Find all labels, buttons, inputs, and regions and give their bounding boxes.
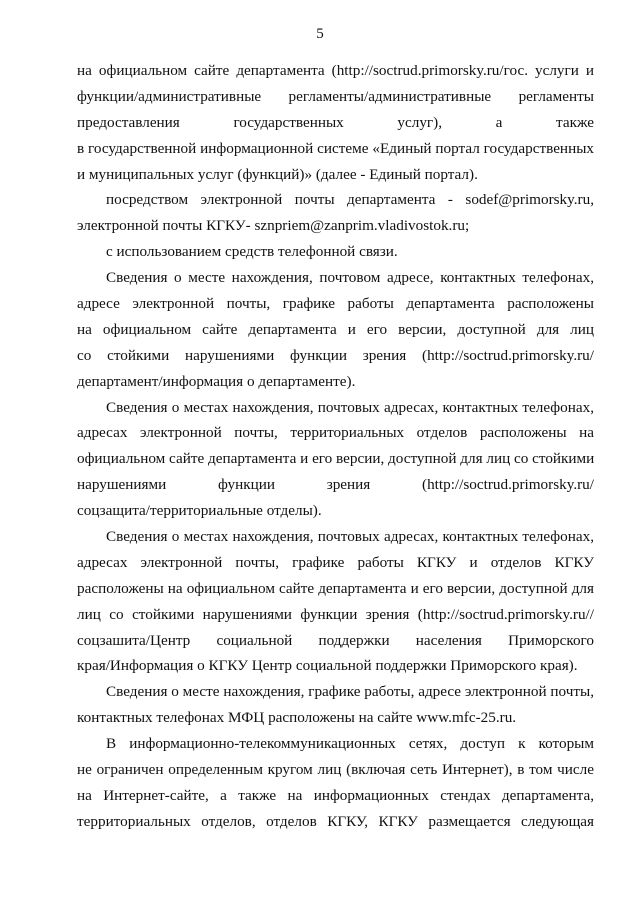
text-line: на официальном сайте департамента и его версии, доступной для лиц [77, 320, 594, 338]
text-line: контактных телефонах МФЦ расположены на сайте www.mfc-25.ru. [77, 709, 517, 727]
text-line: департамент/информация о департаменте). [77, 372, 356, 390]
text-line: не ограничен определенным кругом лиц (включая сеть Интернет), в том числе [77, 761, 594, 779]
text-line: функции/административные регламенты/административные регламенты [77, 87, 594, 105]
text-line: расположены на официальном сайте департамента и его версии, доступной для [77, 579, 594, 597]
text-line: на Интернет-сайте, а также на информационных стендах департамента, [77, 786, 594, 804]
text-line: адресах электронной почты, графике работы КГКУ и отделов КГКУ [77, 553, 594, 571]
text-line: посредством электронной почты департамента - sodef@primorsky.ru, [106, 191, 594, 209]
text-line: В информационно-телекоммуникационных сетях, доступ к которым [106, 735, 594, 753]
text-line: предоставления государственных услуг), а также [77, 113, 594, 131]
text-line: и муниципальных услуг (функций)» (далее - Единый портал). [77, 165, 478, 183]
text-line: на официальном сайте департамента (http://soctrud.primorsky.ru/гос. услуги и [77, 62, 594, 79]
text-line: Сведения о местах нахождения, почтовых адресах, контактных телефонах, [106, 398, 594, 416]
document-body [77, 58, 594, 835]
text-line: с использованием средств телефонной связи. [106, 243, 398, 261]
text-line: в государственной информационной системе «Единый портал государственных [77, 139, 594, 157]
page-number: 5 [316, 26, 324, 42]
text-line: электронной почты КГКУ- sznpriem@zanprim.vladivostok.ru; [77, 217, 470, 235]
text-line: соцзашита/Центр социальной поддержки населения Приморского [77, 631, 594, 649]
text-line: официальном сайте департамента и его версии, доступной для лиц со стойкими [77, 450, 594, 468]
text-line: соцзащита/территориальные отделы). [77, 502, 322, 520]
text-line: адресе электронной почты, графике работы департамента расположены [77, 295, 594, 313]
text-line: Сведения о местах нахождения, почтовых адресах, контактных телефонах, [106, 528, 594, 546]
text-line: со стойкими нарушениями функции зрения (http://soctrud.primorsky.ru/ [77, 346, 594, 364]
text-line: Сведения о месте нахождения, почтовом адресе, контактных телефонах, [106, 269, 594, 287]
text-line: территориальных отделов, отделов КГКУ, КГКУ размещается следующая [77, 812, 594, 830]
text-line: Сведения о месте нахождения, графике работы, адресе электронной почты, [106, 683, 594, 701]
text-line: адресах электронной почты, территориальных отделов расположены на [77, 424, 594, 442]
text-line: лиц со стойкими нарушениями функции зрения (http://soctrud.primorsky.ru// [77, 605, 594, 623]
text-line: нарушениями функции зрения (http://soctrud.primorsky.ru/ [77, 476, 594, 494]
text-line: края/Информация о КГКУ Центр социальной поддержки Приморского края). [77, 657, 578, 675]
